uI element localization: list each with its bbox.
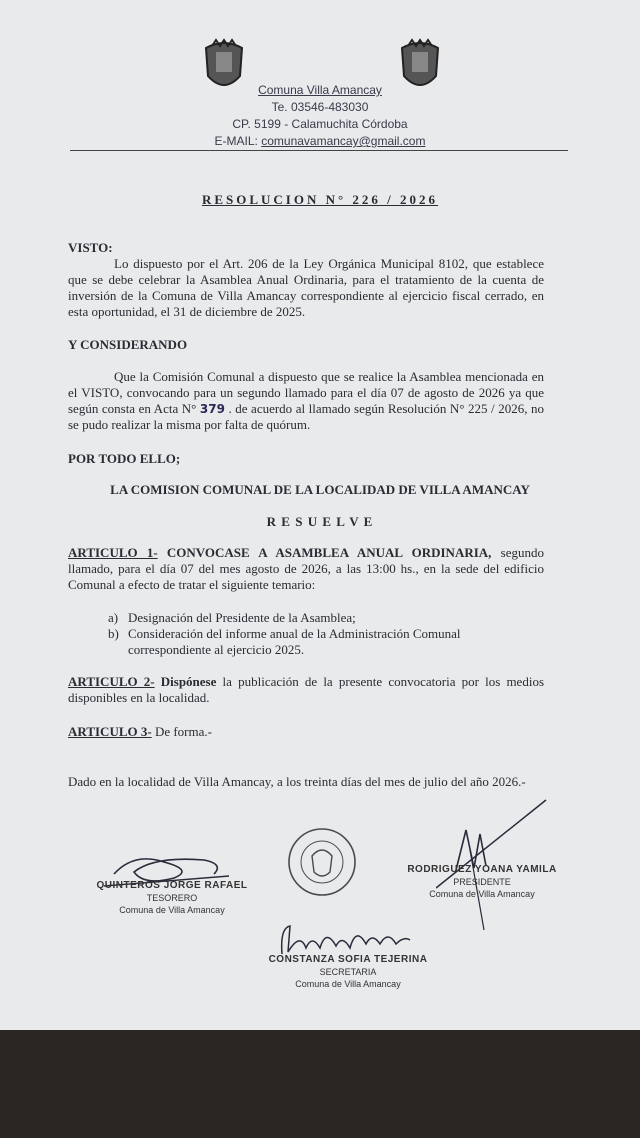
resolution-title: RESOLUCION N° 226 / 2026 [201,192,439,207]
presidente-signature-block: RODRIGUEZ YOANA YAMILA PRESIDENTE Comuna de Villa Amancay [407,864,557,899]
comuna-round-stamp [286,826,358,898]
temario-list [108,610,538,658]
header-divider [70,150,568,151]
articulo-1: ARTICULO 1- CONVOCASE A ASAMBLEA ANUAL ORDINARIA, segundo llamado, para el día 07 del mes agosto de 2026, a las 13:00 hs., en la sede del edificio Comunal a efecto de tratar el siguiente temario: [68,545,544,592]
org-address: CP. 5199 - Calamuchita Córdoba [232,117,408,131]
secretaria-signature-block: CONSTANZA SOFIA TEJERINA SECRETARIA Comuna de Villa Amancay [268,954,428,989]
acta-number-handwritten: 379 [199,402,225,416]
letterhead [0,82,640,150]
considerando-heading: Y CONSIDERANDO [68,337,188,352]
articulo-3: ARTICULO 3- De forma.- [68,724,212,739]
org-name: Comuna Villa Amancay [258,83,382,97]
list-item: a) Designación del Presidente de la Asamblea; [108,610,356,625]
comision-heading: LA COMISION COMUNAL DE LA LOCALIDAD DE VILLA AMANCAY [110,482,530,497]
visto-text: Lo dispuesto por el Art. 206 de la Ley Orgánica Municipal 8102, que establece que se debe celebrar la Asamblea Anual Ordinaria, para el tratamiento de la cuenta de inversión de la Comuna de Villa Amancay correspondiente al ejercicio fiscal cerrado, en esta oportunidad, el 31 de diciembre de 2025. [68,256,544,319]
tesorero-signature-block: QUINTEROS JORGE RAFAEL TESORERO Comuna de Villa Amancay [96,880,248,915]
articulo-2: ARTICULO 2- Dispónese la publicación de la presente convocatoria por los medios disponibles en la localidad. [68,674,544,705]
considerando-text: Que la Comisión Comunal a dispuesto que se realice la Asamblea mencionada en el VISTO, convocando para un segundo llamado para el día 07 de agosto de 2026 ya que según consta en Acta N° 379 . de acuerdo al llamado según Resolución N° 225 / 2026, no se pudo realizar la misma por falta de quórum. [68,369,544,432]
por-todo-ello: POR TODO ELLO; [68,451,181,466]
org-phone: Te. 03546-483030 [271,100,369,114]
list-item: b) Consideración del informe anual de la Administración Comunal correspondiente al ejercicio 2025. [108,626,461,657]
org-email-line: E-MAIL: comunavamancay@gmail.com [214,134,426,148]
resuelve-heading: R E S U E L V E [266,514,374,529]
visto-heading: VISTO: [68,240,113,255]
dado-closing: Dado en la localidad de Villa Amancay, a los treinta días del mes de julio del año 2026.- [68,774,526,789]
org-email: comunavamancay@gmail.com [261,134,426,148]
desk-background [0,1030,640,1138]
